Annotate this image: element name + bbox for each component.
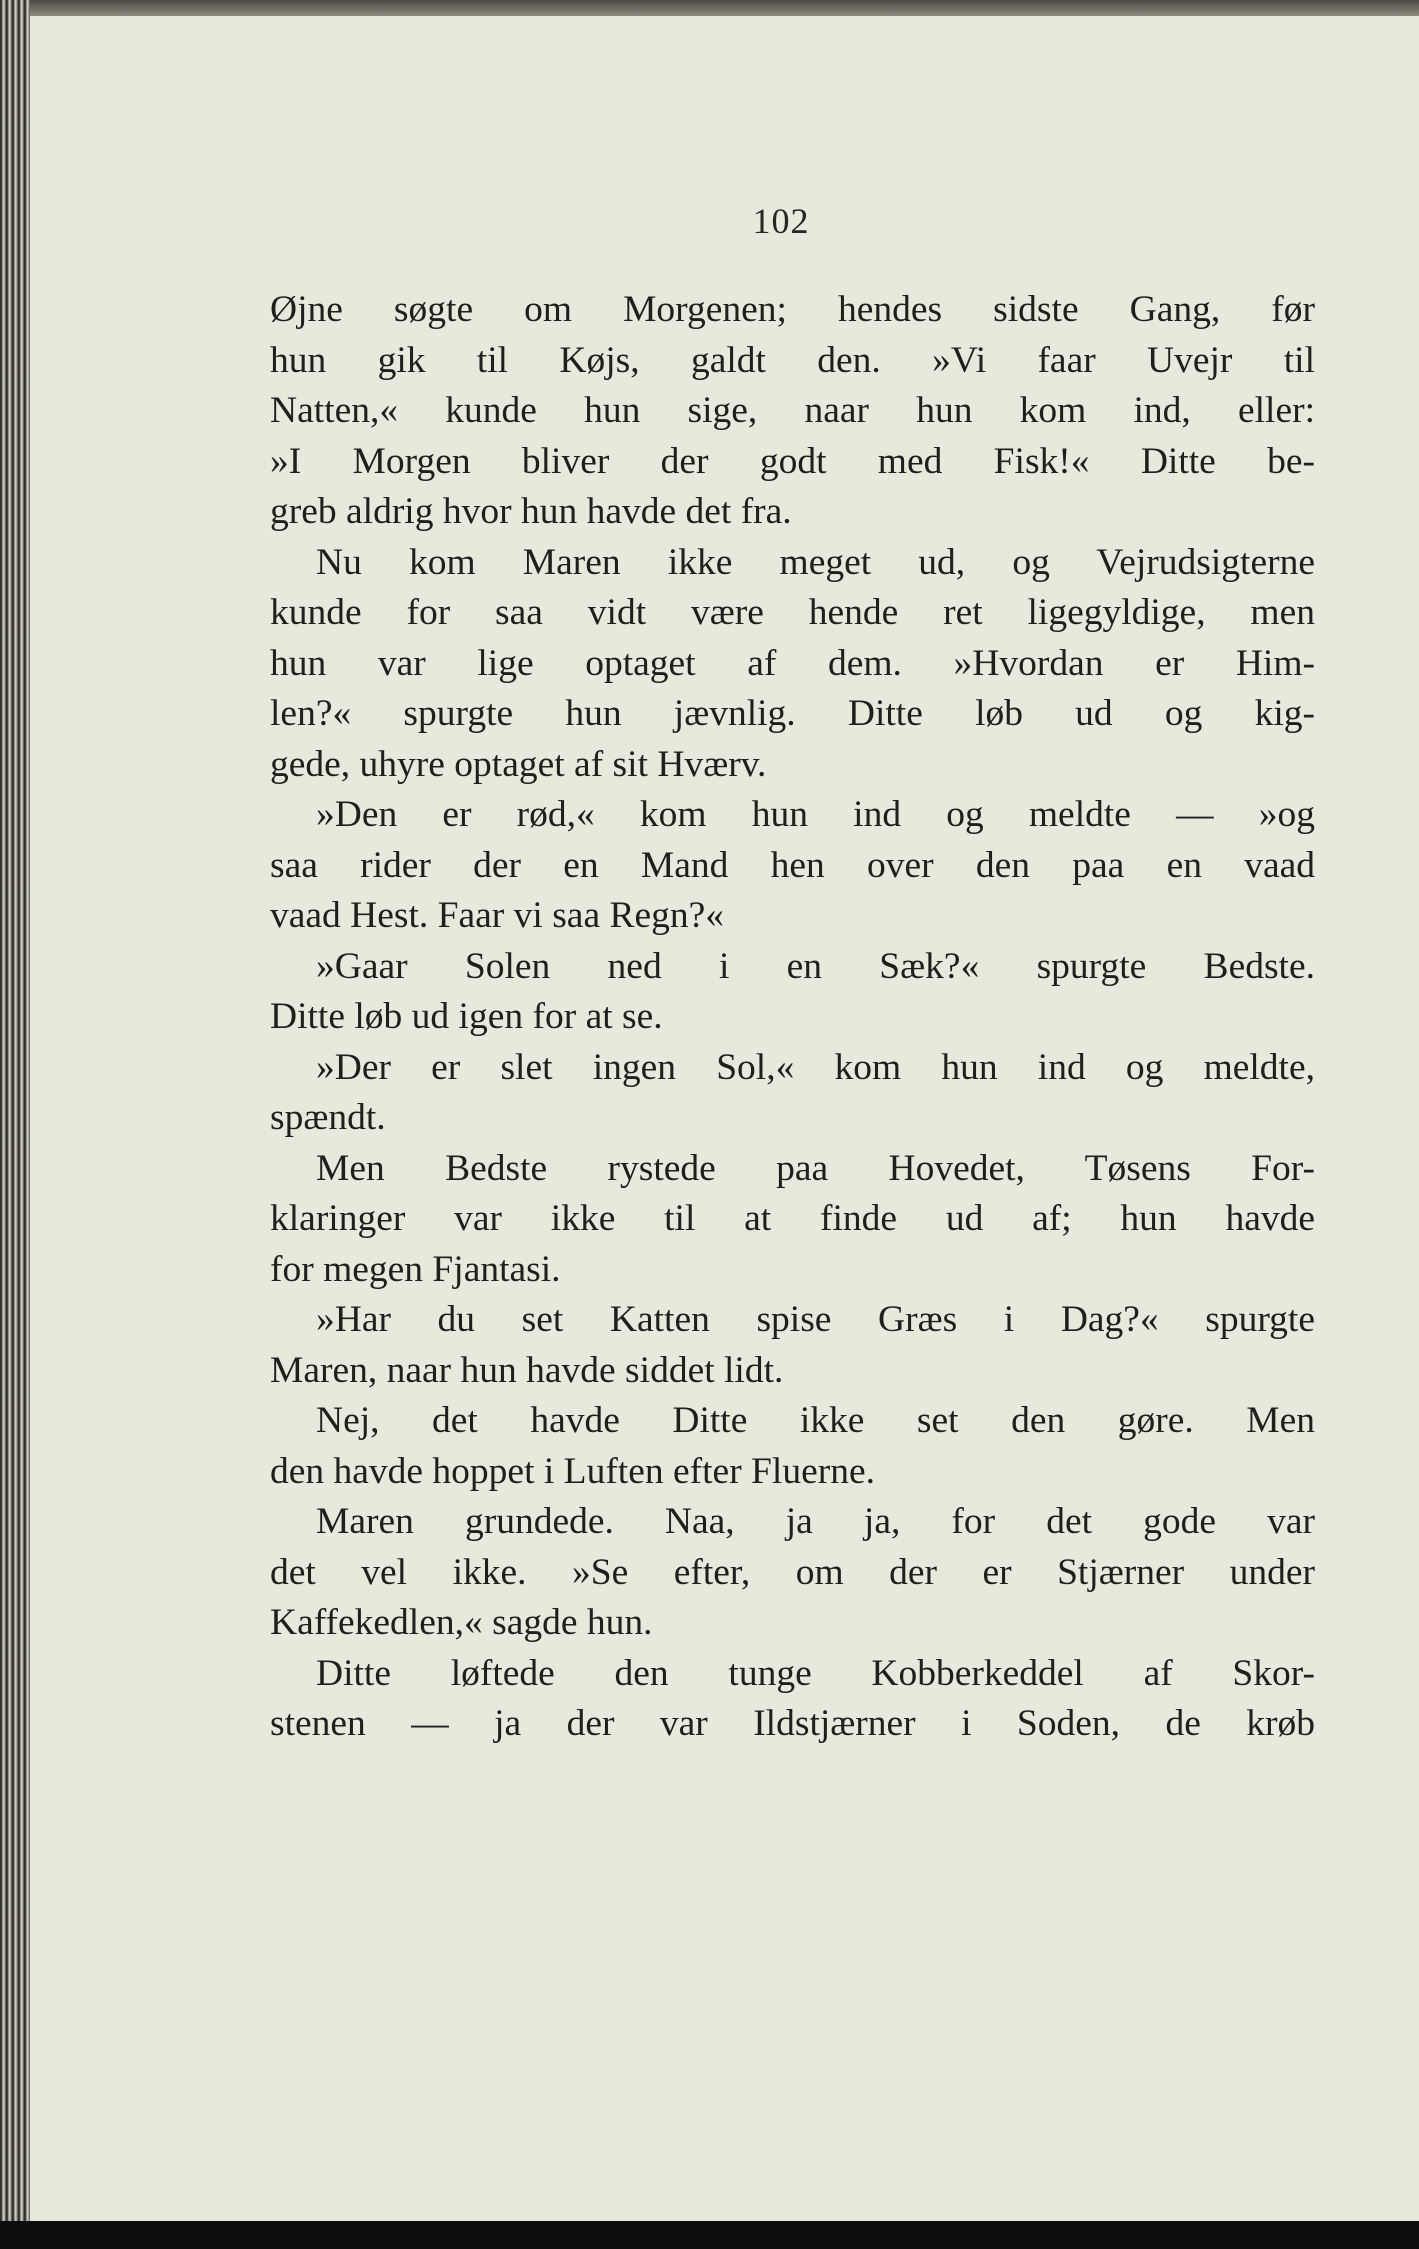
text-line: stenen — ja der var Ildstjærner i Soden, de krøb <box>270 1703 1315 1744</box>
text-line: »Har du set Katten spise Græs i Dag?« spurgte <box>316 1299 1315 1340</box>
page-top-edge <box>0 0 1419 16</box>
text-line: greb aldrig hvor hun havde det fra. <box>270 491 792 532</box>
text-line: »Der er slet ingen Sol,« kom hun ind og meldte, <box>316 1046 1315 1088</box>
body-text <box>270 285 1315 1750</box>
text-line: Ditte løftede den tunge Kobberkeddel af Skor- <box>316 1652 1315 1694</box>
text-line: Ditte løb ud igen for at se. <box>270 996 663 1037</box>
text-line: Natten,« kunde hun sige, naar hun kom ind, eller: <box>270 390 1315 431</box>
text-line: saa rider der en Mand hen over den paa en vaad <box>270 844 1315 886</box>
page-bottom-edge <box>0 2221 1419 2249</box>
text-line: vaad Hest. Faar vi saa Regn?« <box>270 895 725 936</box>
text-line: Nej, det havde Ditte ikke set den gøre. Men <box>316 1400 1315 1441</box>
text-line: »I Morgen bliver der godt med Fisk!« Ditte be- <box>270 440 1315 482</box>
text-line: Kaffekedlen,« sagde hun. <box>270 1602 653 1643</box>
text-line: Men Bedste rystede paa Hovedet, Tøsens For- <box>316 1147 1315 1189</box>
text-line: kunde for saa vidt være hende ret ligegyldige, men <box>270 592 1315 633</box>
text-line: »Gaar Solen ned i en Sæk?« spurgte Bedste. <box>316 945 1315 987</box>
text-line: det vel ikke. »Se efter, om der er Stjærner under <box>270 1551 1315 1593</box>
text-line: gede, uhyre optaget af sit Hværv. <box>270 743 767 785</box>
text-line: »Den er rød,« kom hun ind og meldte — »og <box>316 794 1315 835</box>
book-spine-edge <box>0 0 30 2249</box>
page-number: 102 <box>752 201 810 241</box>
text-line: hun gik til Køjs, galdt den. »Vi faar Uvejr til <box>270 339 1315 381</box>
text-line: hun var lige optaget af dem. »Hvordan er Him- <box>270 642 1315 684</box>
text-line: Maren grundede. Naa, ja ja, for det gode var <box>316 1501 1315 1542</box>
text-line: spændt. <box>270 1097 386 1138</box>
text-line: Maren, naar hun havde siddet lidt. <box>270 1349 784 1391</box>
text-line: Øjne søgte om Morgenen; hendes sidste Gang, før <box>270 289 1315 330</box>
text-line: len?« spurgte hun jævnlig. Ditte løb ud og kig- <box>270 693 1315 734</box>
text-line: klaringer var ikke til at finde ud af; hun havde <box>270 1198 1315 1239</box>
text-line: den havde hoppet i Luften efter Fluerne. <box>270 1450 875 1492</box>
text-line: Nu kom Maren ikke meget ud, og Vejrudsigterne <box>316 541 1315 583</box>
text-line: for megen Fjantasi. <box>270 1248 561 1290</box>
